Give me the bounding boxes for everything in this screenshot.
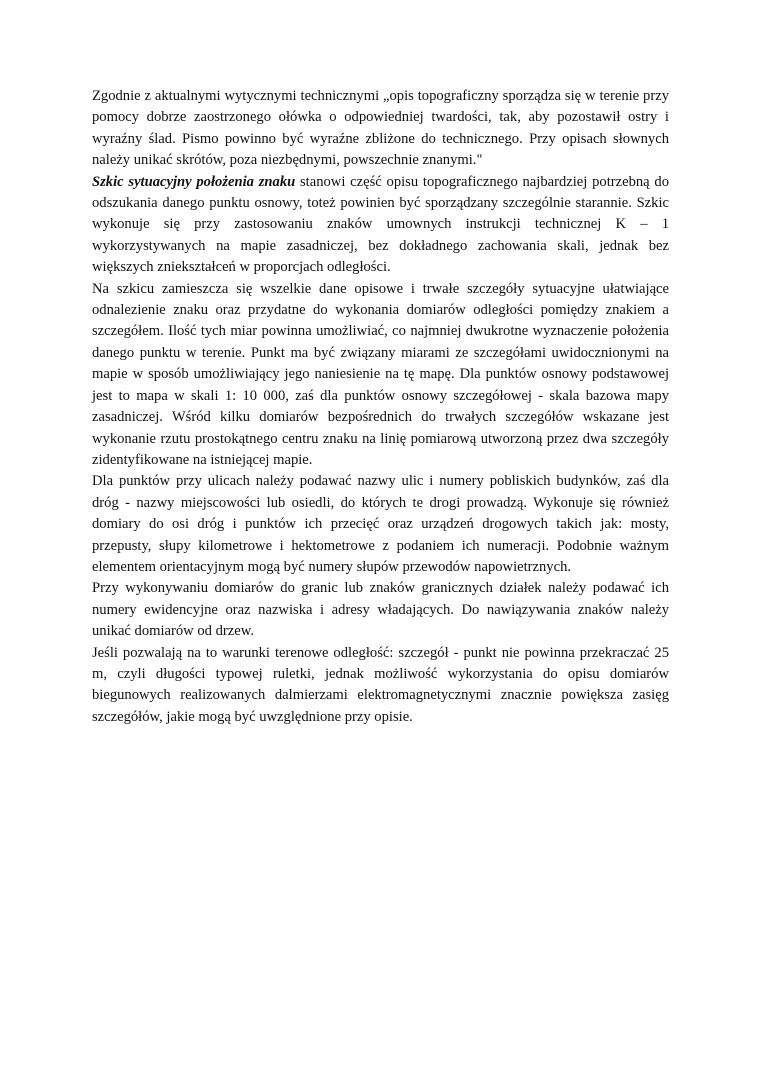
paragraph-sketch: [92, 172, 669, 279]
paragraph-streets-roads: Dla punktów przy ulicach należy podawać nazwy ulic i numery pobliskich budynków, zaś dla dróg - nazwy miejscowości lub osiedli, do których te drogi prowadzą. Wykonuje się również domiary do osi dróg i punktów ich przecięć oraz urządzeń drogowych takich jak: mosty, przepusty, słupy kilometrowe i hektometrowe z podaniem ich numeracji. Podobnie ważnym elementem orientacyjnym mogą być numery słupów przewodów napowietrznych.: [92, 473, 669, 575]
paragraph-intro: Zgodnie z aktualnymi wytycznymi technicznymi „opis topograficzny sporządza się w terenie przy pomocy dobrze zaostrzonego ołówka o odpowiedniej twardości, tak, aby pozostawił ostry i wyraźny ślad. Pismo powinno być wyraźne zbliżone do technicznego. Przy opisach słownych należy unikać skrótów, poza niezbędnymi, powszechnie znanymi.": [92, 88, 669, 169]
sketch-lead-term: Szkic sytuacyjny położenia znaku: [92, 173, 296, 190]
paragraph-sketch-content: Na szkicu zamieszcza się wszelkie dane opisowe i trwałe szczegóły sytuacyjne ułatwiające odnalezienie znaku oraz przydatne do wykonania domiarów odległości pomiędzy znakiem a szczegółem. Ilość tych miar powinna umożliwiać, co najmniej dwukrotne wyznaczenie położenia danego punktu w terenie. Punkt ma być związany miarami ze szczegółami uwidocznionymi na mapie w sposób umożliwiający jego naniesienie na tę mapę. Dla punktów osnowy podstawowej jest to mapa w skali 1: 10 000, zaś dla punktów osnowy szczegółowej - skala bazowa mapy zasadniczej. Wśród kilku domiarów bezpośrednich do trwałych szczegółów wskazane jest wykonanie rzutu prostokątnego centru znaku na linię pomiarową utworzoną przez dwa szczegóły zidentyfikowane na istniejącej mapie.: [92, 280, 669, 468]
paragraph-distance: Jeśli pozwalają na to warunki terenowe odległość: szczegół - punkt nie powinna przekraczać 25 m, czyli długości typowej ruletki, jednak możliwość wykorzystania do opisu domiarów biegunowych realizowanych dalmierzami elektromagnetycznymi znacznie powiększa zasięg szczegółów, jakie mogą być uwzględnione przy opisie.: [92, 644, 669, 725]
sketch-body-text: stanowi część opisu topograficznego najbardziej potrzebną do odszukania danego punktu osnowy, toteż powinien być sporządzany szczególnie starannie. Szkic wykonuje się przy zastosowaniu znaków umownych instrukcji technicznej K – 1 wykorzystywanych na mapie zasadniczej, bez dokładnego zachowania skali, jednak bez większych zniekształceń w proporcjach odległości.: [92, 173, 669, 276]
paragraph-boundaries: Przy wykonywaniu domiarów do granic lub znaków granicznych działek należy podawać ich numery ewidencyjne oraz nazwiska i adresy władających. Do nawiązywania znaków należy unikać domiarów od drzew.: [92, 580, 669, 640]
document-body: [92, 86, 669, 728]
